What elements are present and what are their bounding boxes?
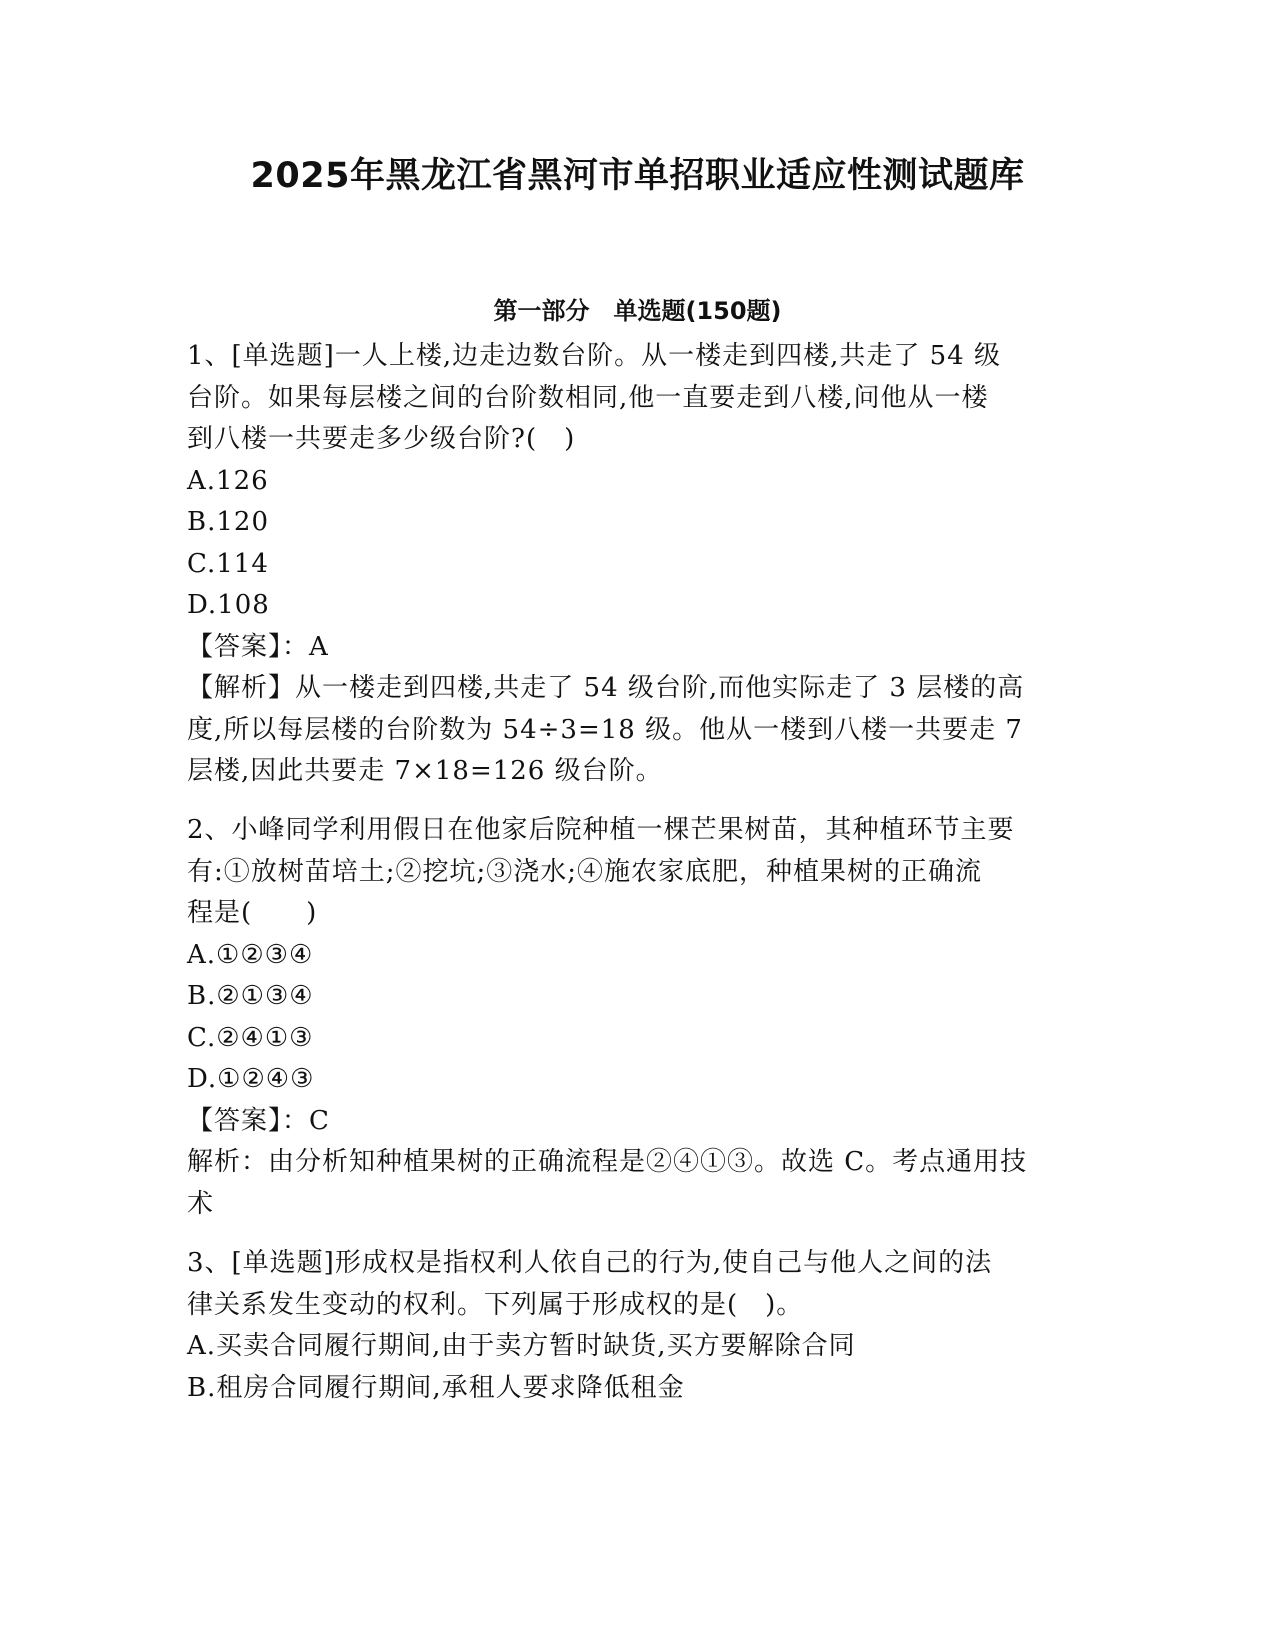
question-stem-line: 律关系发生变动的权利。下列属于形成权的是( )。 [187, 1290, 804, 1320]
question-stem-line: 到八楼一共要走多少级台阶?( ) [187, 424, 576, 454]
option-d: D.①②④③ [187, 1064, 315, 1094]
analysis-line: 层楼,因此共要走 7×18=126 级台阶。 [187, 756, 663, 786]
analysis-line: 【解析】从一楼走到四楼,共走了 54 级台阶,而他实际走了 3 层楼的高 [187, 673, 1025, 703]
section-heading: 第一部分 单选题(150题) [493, 297, 782, 325]
option-b: B.②①③④ [187, 981, 314, 1011]
analysis-line: 度,所以每层楼的台阶数为 54÷3=18 级。他从一楼到八楼一共要走 7 [187, 715, 1023, 745]
option-d: D.108 [187, 590, 270, 620]
question-stem-line: 3、[单选题]形成权是指权利人依自己的行为,使自己与他人之间的法 [187, 1248, 993, 1278]
option-c: C.②④①③ [187, 1023, 314, 1053]
analysis-line: 术 [187, 1189, 215, 1219]
question-stem-line: 程是( ) [187, 898, 318, 928]
option-a: A.126 [187, 466, 269, 496]
option-b: B.120 [187, 507, 269, 537]
option-c: C.114 [187, 549, 269, 579]
option-b: B.租房合同履行期间,承租人要求降低租金 [187, 1373, 685, 1403]
question-stem-line: 有:①放树苗培土;②挖坑;③浇水;④施农家底肥，种植果树的正确流 [187, 857, 983, 887]
option-a: A.①②③④ [187, 940, 314, 970]
answer: 【答案】：A [187, 632, 329, 662]
question-stem-line: 台阶。如果每层楼之间的台阶数相同,他一直要走到八楼,问他从一楼 [187, 383, 989, 413]
analysis-line: 解析：由分析知种植果树的正确流程是②④①③。故选 C。考点通用技 [187, 1147, 1028, 1177]
question-stem-line: 2、小峰同学利用假日在他家后院种植一棵芒果树苗，其种植环节主要 [187, 815, 1015, 845]
document-title: 2025年黑龙江省黑河市单招职业适应性测试题库 [250, 156, 1025, 196]
option-a: A.买卖合同履行期间,由于卖方暂时缺货,买方要解除合同 [187, 1331, 856, 1361]
question-stem-line: 1、[单选题]一人上楼,边走边数台阶。从一楼走到四楼,共走了 54 级 [187, 341, 1001, 371]
answer: 【答案】：C [187, 1106, 330, 1136]
